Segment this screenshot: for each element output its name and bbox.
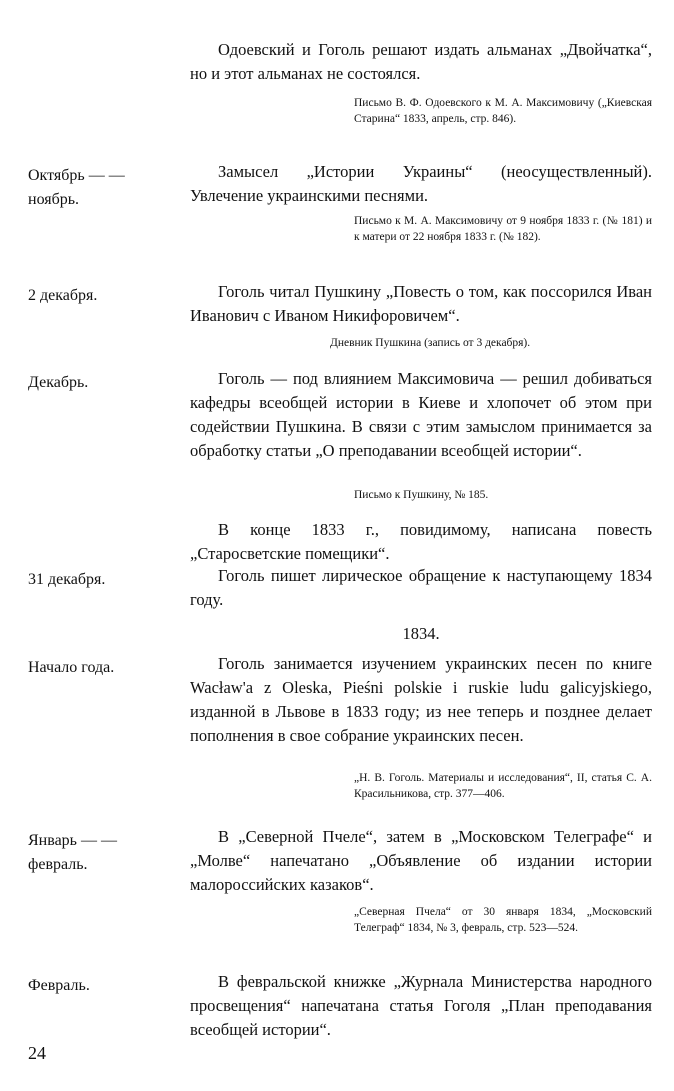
entry-date: 31 декабря.: [28, 571, 106, 588]
entry-date: Декабрь.: [28, 374, 89, 391]
entry-date: Январь — — февраль.: [28, 832, 117, 873]
entry-text: Гоголь читал Пушкину „Повесть о том, как поссорился Иван Иванович с Иваном Никифоровичем“.: [190, 282, 652, 325]
entry-date: 2 декабря.: [28, 287, 98, 304]
entry-text: В февральской книжке „Журнала Министерства народного просвещения“ напечатана статья Гоголя „План преподавания всеобщей истории“.: [190, 972, 652, 1039]
entry-text: В конце 1833 г., повидимому, написана повесть „Старосветские помещики“.: [190, 520, 652, 563]
entry-text: Гоголь — под влиянием Максимовича — решил добиваться кафедры всеобщей истории в Киеве и хлопочет об этом при содействии Пушкина. В связи с этим замыслом принимается за обработку статьи „О преподавании всеобщей истории“.: [190, 369, 652, 460]
entry-source-note: „Северная Пчела“ от 30 января 1834, „Московский Телеграф“ 1834, № 3, февраль, стр. 523—524.: [354, 906, 652, 934]
entry-text: Одоевский и Гоголь решают издать альманах „Двойчатка“, но и этот альманах не состоялся.: [190, 40, 652, 83]
entry-source-note: Дневник Пушкина (запись от 3 декабря).: [330, 337, 531, 349]
entry-text: Гоголь занимается изучением украинских песен по книге Wacław'a z Oleska, Pieśni polskie i ruskie ludu galicyjskiego, изданной в Львове в 1833 году; из нее теперь и позднее делает пополнения в свое собрание украинских песен.: [190, 654, 652, 745]
entry-text: Гоголь пишет лирическое обращение к наступающему 1834 году.: [190, 566, 652, 609]
entry-source-note: Письмо В. Ф. Одоевского к М. А. Максимовичу („Киевская Старина“ 1833, апрель, стр. 846).: [354, 97, 652, 125]
year-heading-wrap: [190, 622, 652, 646]
entry-date: Начало года.: [28, 659, 115, 676]
entry-text: В „Северной Пчеле“, затем в „Московском Телеграфе“ и „Молве“ напечатано „Объявление об издании истории малороссийских казаков“.: [190, 827, 652, 894]
page-number: 24: [28, 1043, 46, 1063]
year-heading: 1834.: [402, 624, 440, 643]
entry-date: Февраль.: [28, 977, 90, 994]
entry-source-note: Письмо к М. А. Максимовичу от 9 ноября 1833 г. (№ 181) и к матери от 22 ноября 1833 г. (№ 182).: [354, 215, 652, 243]
entry-source-note: Письмо к Пушкину, № 185.: [354, 489, 489, 501]
entry-text: Замысел „Истории Украины“ (неосуществленный). Увлечение украинскими песнями.: [190, 162, 652, 205]
entry-date: Октябрь — — ноябрь.: [28, 167, 125, 208]
entry-source-note: „Н. В. Гоголь. Материалы и исследования“, II, статья С. А. Красильникова, стр. 377—406.: [354, 772, 652, 800]
